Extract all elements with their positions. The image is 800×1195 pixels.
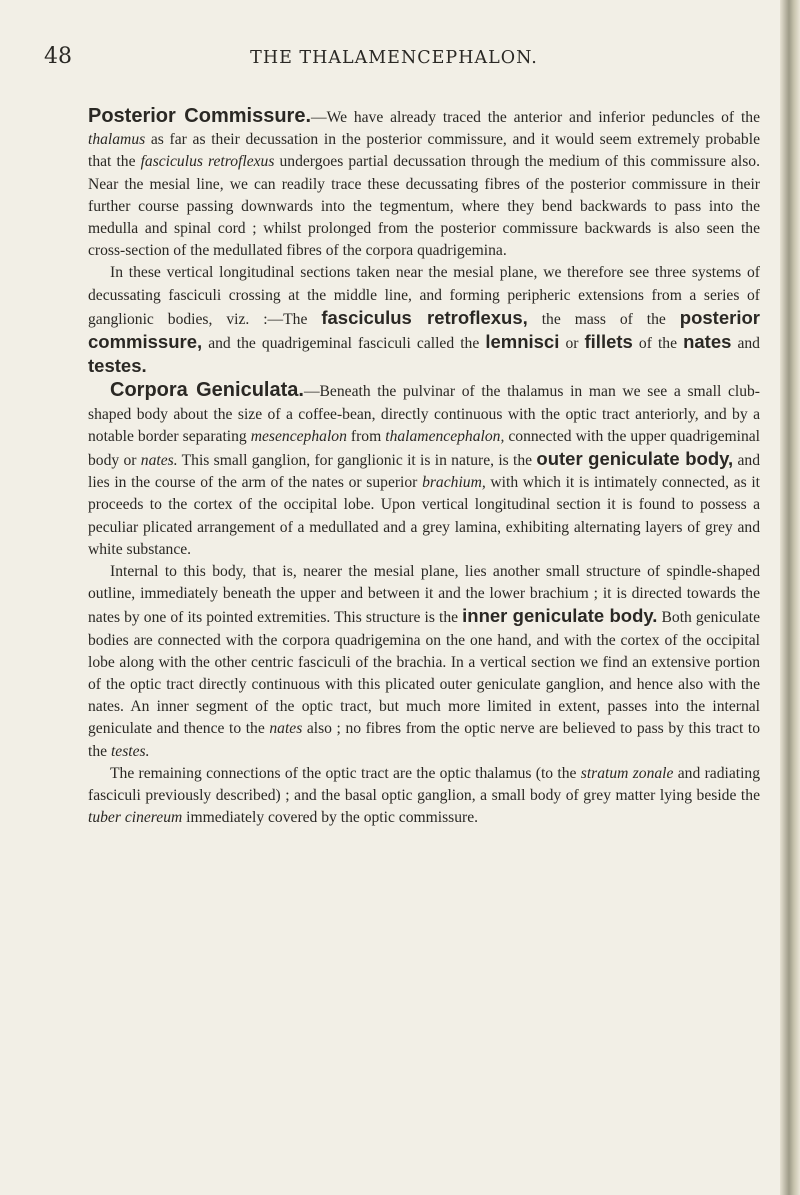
italic-term: thalamencephalon, (385, 427, 505, 445)
italic-term: nates. (140, 452, 178, 470)
italic-term: brachium, (422, 474, 486, 492)
italic-term: testes. (110, 742, 150, 760)
text-run: the mass of the (527, 310, 680, 328)
text-run: and the quadrigeminal fasciculi called the (202, 335, 486, 353)
text-run: The remaining connections of the optic tract are the optic thalamus (to the (110, 764, 581, 782)
key-term: lemnisci (485, 331, 560, 353)
key-term: fasciculus retroflexus, (321, 306, 528, 328)
text-run: —We have already traced the anterior and inferior peduncles of the (311, 109, 760, 126)
text-run: of the (632, 335, 684, 353)
page-header (44, 44, 744, 74)
text-run: with which it is intimately connected, as it proceeds to the cortex of the occipital lobe. Upon vertical longitudinal section it is found to possess a peculiar plicated arrangement of a medullated and a grey lamina, exhibiting alternating layers of grey and white substance. (88, 474, 760, 558)
running-head: THE THALAMENCEPHALON. (250, 48, 538, 68)
text-run: as far as their decussation in the posterior commissure, and it would seem extremely probable that the (88, 131, 760, 171)
paragraph-posterior-commissure (88, 105, 760, 262)
text-run: Internal to this body, that is, nearer the mesial plane, lies another small structure of spindle-shaped outline, immediately beneath the upper and between it and the lower brachium ; it is directed towards the nates by one of its pointed extremities. This structure is the (88, 563, 760, 627)
text-run: and (731, 335, 760, 353)
italic-term: fasciculus retroflexus (140, 153, 275, 171)
paragraph-corpora-geniculata (88, 379, 760, 561)
italic-term: tuber cinereum (88, 809, 183, 827)
section-heading: Corpora Geniculata. (110, 379, 304, 402)
book-spine-edge (780, 0, 800, 1195)
italic-term: thalamus (88, 131, 146, 149)
key-term: inner geniculate body. (462, 605, 658, 627)
italic-term: stratum zonale (580, 764, 674, 782)
text-run: In these vertical longitudinal sections taken near the mesial plane, we therefore see three systems of decussating fasciculi crossing at the middle line, and forming peripheric extensions from a series of ganglionic bodies, viz. :—The (88, 264, 760, 328)
section-heading: Posterior Commissure. (88, 105, 312, 127)
key-term: fillets (584, 331, 633, 353)
text-run: and radiating fasciculi previously described) ; and the basal optic ganglion, a small body of grey matter lying beside the (88, 764, 760, 805)
key-term: outer geniculate body, (536, 448, 734, 470)
paragraph-optic-tract-connections (88, 763, 760, 830)
text-run: This small ganglion, for ganglionic it is in nature, is the (177, 452, 537, 470)
text-run: also ; no fibres from the optic nerve are believed to pass by this tract to the (88, 720, 760, 760)
text-run: undergoes partial decussation through the medium of this commissure also. Near the mesial line, we can readily trace these decussating fibres of the posterior commissure in their further course passing downwards into the tegmentum, where they bend backwards to pass into the medulla and spinal cord ; whilst prolonged from the posterior commissure backwards is also seen the cross-section of the medullated fibres of the corpora quadrigemina. (88, 153, 760, 260)
text-run: or (559, 335, 585, 353)
text-run: —Beneath the pulvinar of the thalamus in man we see a small club-shaped body about the size of a coffee-bean, directly continuous with the optic tract anteriorly, and by a notable border separating (88, 383, 760, 445)
page-number: 48 (44, 44, 72, 69)
italic-term: mesencephalon (250, 427, 347, 445)
text-run: connected with the upper quadrigeminal body or (88, 427, 761, 470)
italic-term: nates (269, 720, 303, 738)
paragraph-inner-geniculate-body (88, 561, 760, 763)
key-term: nates (683, 331, 732, 353)
key-term: testes. (88, 355, 147, 377)
text-run: Both geniculate bodies are connected with the corpora quadrigemina on the one hand, and with the cortex of the occipital lobe along with the other centric fasciculi of the brachia. In a vertical section we find an extensive portion of the optic tract directly continuous with this plicated outer geniculate ganglion, and hence also with the nates. An inner segment of the optic tract, but much more limited in extent, passes into the internal geniculate and thence to the (88, 609, 761, 738)
text-run: from (346, 427, 386, 445)
text-run: immediately covered by the optic commissure. (182, 809, 479, 827)
paragraph-decussating-systems (88, 262, 760, 379)
body-text (88, 105, 760, 830)
key-term: posterior commissure, (88, 306, 760, 353)
text-run: and lies in the course of the arm of the nates or superior (88, 452, 760, 492)
